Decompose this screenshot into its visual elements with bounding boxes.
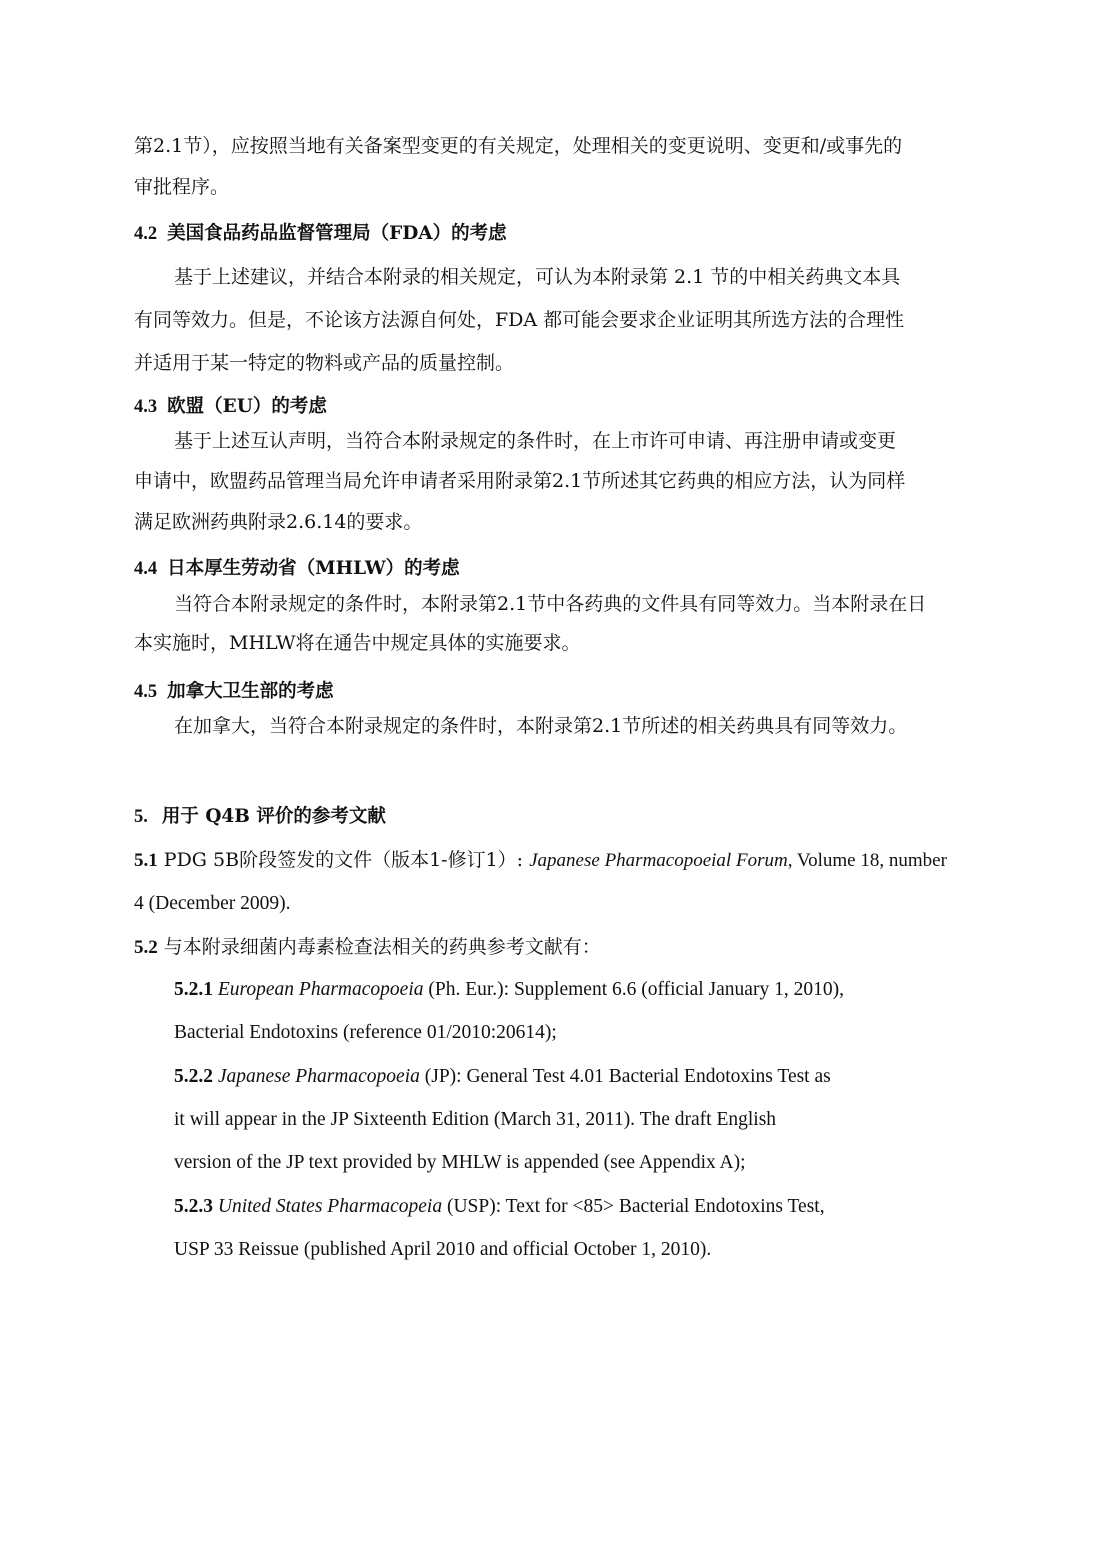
heading-4-4-number: 4.4 bbox=[134, 559, 158, 579]
heading-5-number: 5. bbox=[134, 807, 148, 827]
s42-paragraph-line-3: 并适用于某一特定的物料或产品的质量控制。 bbox=[134, 352, 515, 374]
heading-4-3-title: 欧盟（EU）的考虑 bbox=[167, 396, 327, 417]
s45-paragraph-line-1: 在加拿大，当符合本附录规定的条件时，本附录第2.1节所述的相关药典具有同等效力。 bbox=[174, 715, 908, 737]
s43-paragraph-line-2: 申请中，欧盟药品管理当局允许申请者采用附录第2.1节所述其它药典的相应方法，认为同样 bbox=[134, 470, 906, 492]
ref-5-2-number: 5.2 bbox=[134, 937, 158, 958]
ref-5-1-prefix: PDG 5B阶段签发的文件（版本1-修订1）: bbox=[157, 849, 530, 871]
s44-paragraph-line-2: 本实施时，MHLW将在通告中规定具体的实施要求。 bbox=[134, 632, 581, 654]
s42-paragraph-line-2: 有同等效力。但是，不论该方法源自何处，FDA 都可能会要求企业证明其所选方法的合理性 bbox=[134, 309, 905, 331]
ref-5-2-1-line-2: Bacterial Endotoxins (reference 01/2010:20614); bbox=[174, 1022, 557, 1043]
heading-5 bbox=[134, 804, 386, 830]
heading-4-3-number: 4.3 bbox=[134, 397, 158, 417]
ref-5-2-2-number: 5.2.2 bbox=[174, 1066, 213, 1087]
heading-4-2-title: 美国食品药品监督管理局（FDA）的考虑 bbox=[167, 223, 507, 244]
s43-paragraph-line-1: 基于上述互认声明，当符合本附录规定的条件时，在上市许可申请、再注册申请或变更 bbox=[174, 430, 897, 452]
ref-5-2-2-italic-title: Japanese Pharmacopoeia bbox=[217, 1066, 420, 1087]
ref-5-2-3-line-1 bbox=[174, 1194, 825, 1220]
heading-4-2 bbox=[134, 221, 507, 247]
heading-4-4 bbox=[134, 556, 460, 582]
ref-5-2-1-line-1 bbox=[174, 977, 844, 1003]
s42-paragraph-line-1: 基于上述建议，并结合本附录的相关规定，可认为本附录第 2.1 节的中相关药典文本具 bbox=[174, 266, 901, 288]
heading-4-3 bbox=[134, 394, 327, 420]
ref-5-2-2-line-1 bbox=[174, 1064, 831, 1090]
heading-5-title: 用于 Q4B 评价的参考文献 bbox=[161, 806, 386, 827]
ref-5-2-2-suffix: (JP): General Test 4.01 Bacterial Endotoxins Test as bbox=[419, 1066, 831, 1087]
ref-5-1-suffix: , Volume 18, number bbox=[787, 850, 947, 871]
ref-5-1-line-1 bbox=[134, 847, 947, 874]
ref-5-1-line-2: 4 (December 2009). bbox=[134, 893, 291, 914]
ref-5-2-1-suffix: (Ph. Eur.): Supplement 6.6 (official January 1, 2010), bbox=[423, 979, 844, 1000]
ref-5-2-2-line-3: version of the JP text provided by MHLW is appended (see Appendix A); bbox=[174, 1152, 746, 1173]
ref-5-2-text: 与本附录细菌内毒素检查法相关的药典参考文献有： bbox=[157, 936, 601, 958]
ref-5-2-3-line-2: USP 33 Reissue (published April 2010 and official October 1, 2010). bbox=[174, 1239, 712, 1260]
intro-line-2: 审批程序。 bbox=[134, 176, 230, 198]
s43-paragraph-line-3: 满足欧洲药典附录2.6.14的要求。 bbox=[134, 511, 423, 533]
ref-5-2-3-suffix: (USP): Text for <85> Bacterial Endotoxins Test, bbox=[442, 1196, 825, 1217]
heading-4-4-title: 日本厚生劳动省（MHLW）的考虑 bbox=[167, 558, 460, 579]
ref-5-2-1-italic-title: European Pharmacopoeia bbox=[217, 979, 424, 1000]
heading-4-2-number: 4.2 bbox=[134, 224, 158, 244]
ref-5-2-1-number: 5.2.1 bbox=[174, 979, 213, 1000]
heading-4-5-title: 加拿大卫生部的考虑 bbox=[167, 681, 334, 702]
heading-4-5 bbox=[134, 679, 334, 705]
ref-5-2-3-number: 5.2.3 bbox=[174, 1196, 213, 1217]
s44-paragraph-line-1: 当符合本附录规定的条件时，本附录第2.1节中各药典的文件具有同等效力。当本附录在日 bbox=[174, 593, 927, 615]
ref-5-1-number: 5.1 bbox=[134, 850, 158, 871]
intro-line-1: 第2.1节），应按照当地有关备案型变更的有关规定，处理相关的变更说明、变更和/或事先的 bbox=[134, 135, 903, 157]
ref-5-2-2-line-2: it will appear in the JP Sixteenth Edition (March 31, 2011). The draft English bbox=[174, 1109, 777, 1130]
ref-5-2-3-italic-title: United States Pharmacopeia bbox=[217, 1196, 443, 1217]
heading-4-5-number: 4.5 bbox=[134, 682, 158, 702]
ref-5-1-italic-title: Japanese Pharmacopoeial Forum bbox=[529, 850, 788, 871]
ref-5-2-line bbox=[134, 934, 601, 961]
